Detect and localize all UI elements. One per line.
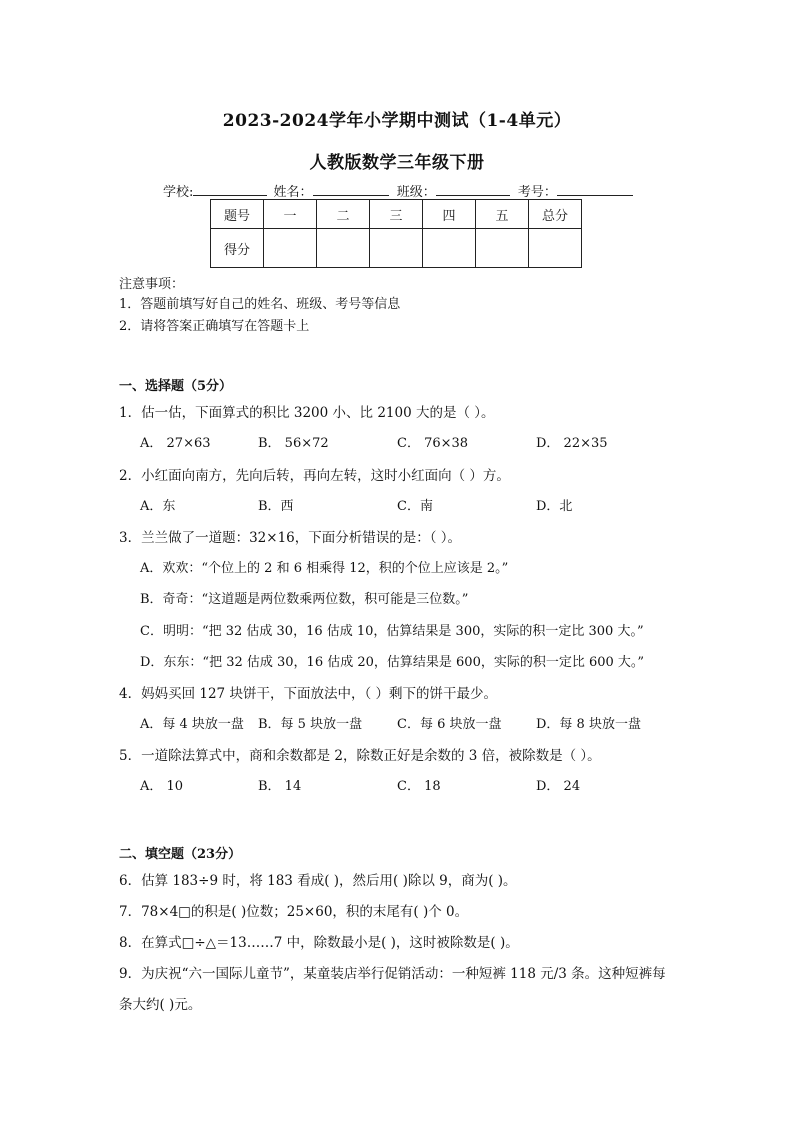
q4-option-c[interactable]: C．每 6 块放一盘 bbox=[397, 717, 502, 732]
name-field[interactable] bbox=[313, 183, 389, 196]
section1-heading: 一、选择题（5分） bbox=[119, 379, 233, 394]
class-field[interactable] bbox=[436, 183, 510, 196]
score-cell[interactable] bbox=[476, 229, 529, 268]
q5-option-d[interactable]: D． 24 bbox=[536, 779, 581, 794]
question-1: 1．估一估，下面算式的积比 3200 小、比 2100 大的是（ ）。 bbox=[119, 405, 495, 421]
score-header-cell: 四 bbox=[423, 200, 476, 229]
score-cell[interactable] bbox=[529, 229, 582, 268]
q1-option-d[interactable]: D． 22×35 bbox=[536, 436, 608, 451]
question-9-cont: 条大约( )元。 bbox=[119, 997, 202, 1013]
class-label: 班级： bbox=[396, 185, 436, 200]
q5-option-c[interactable]: C． 18 bbox=[397, 779, 441, 794]
score-header-cell: 三 bbox=[370, 200, 423, 229]
q3-option-c[interactable]: C．明明：“把 32 估成 30，16 估成 10，估算结果是 300，实际的积一定比 300 大。” bbox=[140, 624, 644, 639]
q2-option-b[interactable]: B．西 bbox=[258, 499, 294, 514]
score-cell[interactable] bbox=[423, 229, 476, 268]
school-field[interactable] bbox=[193, 183, 267, 196]
q4-option-b[interactable]: B．每 5 块放一盘 bbox=[258, 717, 363, 732]
score-header-cell: 总分 bbox=[529, 200, 582, 229]
section2-heading: 二、填空题（23分） bbox=[119, 847, 242, 862]
score-header-cell: 一 bbox=[264, 200, 317, 229]
notes-heading: 注意事项： bbox=[119, 277, 185, 292]
question-6: 6．估算 183÷9 时，将 183 看成( )，然后用( )除以 9，商为( )。 bbox=[119, 873, 517, 889]
score-table bbox=[210, 199, 582, 268]
question-3: 3．兰兰做了一道题：32×16，下面分析错误的是：（ ）。 bbox=[119, 530, 462, 546]
q1-option-b[interactable]: B． 56×72 bbox=[258, 436, 329, 451]
q3-option-b[interactable]: B．奇奇：“这道题是两位数乘两位数，积可能是三位数。” bbox=[140, 592, 469, 607]
student-info-row bbox=[163, 181, 633, 200]
exam-subtitle: 人教版数学三年级下册 bbox=[309, 153, 485, 173]
question-5: 5．一道除法算式中，商和余数都是 2，除数正好是余数的 3 倍，被除数是（ ）。 bbox=[119, 748, 601, 764]
q2-option-a[interactable]: A．东 bbox=[140, 499, 176, 514]
score-header-cell: 二 bbox=[317, 200, 370, 229]
exam-no-label: 考号： bbox=[517, 185, 557, 200]
q3-option-d[interactable]: D．东东：“把 32 估成 30，16 估成 20，估算结果是 600，实际的积一定比 600 大。” bbox=[140, 655, 645, 670]
note-item: 2．请将答案正确填写在答题卡上 bbox=[119, 319, 310, 334]
score-header-cell: 题号 bbox=[211, 200, 264, 229]
q2-option-d[interactable]: D．北 bbox=[536, 499, 573, 514]
question-8: 8．在算式□÷△＝13……7 中，除数最小是( )，这时被除数是( )。 bbox=[119, 935, 519, 951]
name-label: 姓名： bbox=[273, 185, 313, 200]
school-label: 学校: bbox=[163, 185, 194, 200]
q1-option-a[interactable]: A． 27×63 bbox=[140, 436, 211, 451]
score-table-score-row bbox=[211, 229, 582, 268]
score-cell[interactable] bbox=[317, 229, 370, 268]
question-2: 2．小红面向南方，先向后转，再向左转，这时小红面向（ ）方。 bbox=[119, 468, 510, 484]
q2-option-c[interactable]: C．南 bbox=[397, 499, 433, 514]
score-header-cell: 五 bbox=[476, 200, 529, 229]
score-cell[interactable] bbox=[264, 229, 317, 268]
q1-option-c[interactable]: C． 76×38 bbox=[397, 436, 469, 451]
q4-option-d[interactable]: D．每 8 块放一盘 bbox=[536, 717, 641, 732]
exam-title: 2023-2024学年小学期中测试（1-4单元） bbox=[222, 111, 572, 131]
score-row-label: 得分 bbox=[211, 229, 264, 268]
question-9: 9．为庆祝“六一国际儿童节”，某童装店举行促销活动：一种短裤 118 元/3 条。这种短裤每 bbox=[119, 966, 666, 982]
exam-no-field[interactable] bbox=[557, 183, 633, 196]
score-cell[interactable] bbox=[370, 229, 423, 268]
q3-option-a[interactable]: A．欢欢：“个位上的 2 和 6 相乘得 12，积的个位上应该是 2。” bbox=[140, 561, 509, 576]
score-table-header-row bbox=[211, 200, 582, 229]
q4-option-a[interactable]: A．每 4 块放一盘 bbox=[140, 717, 244, 732]
q5-option-b[interactable]: B． 14 bbox=[258, 779, 302, 794]
question-4: 4．妈妈买回 127 块饼干，下面放法中，（ ）剩下的饼干最少。 bbox=[119, 686, 497, 702]
note-item: 1．答题前填写好自己的姓名、班级、考号等信息 bbox=[119, 297, 401, 312]
q5-option-a[interactable]: A． 10 bbox=[140, 779, 184, 794]
question-7: 7．78×4□的积是( )位数；25×60，积的末尾有( )个 0。 bbox=[119, 904, 469, 920]
